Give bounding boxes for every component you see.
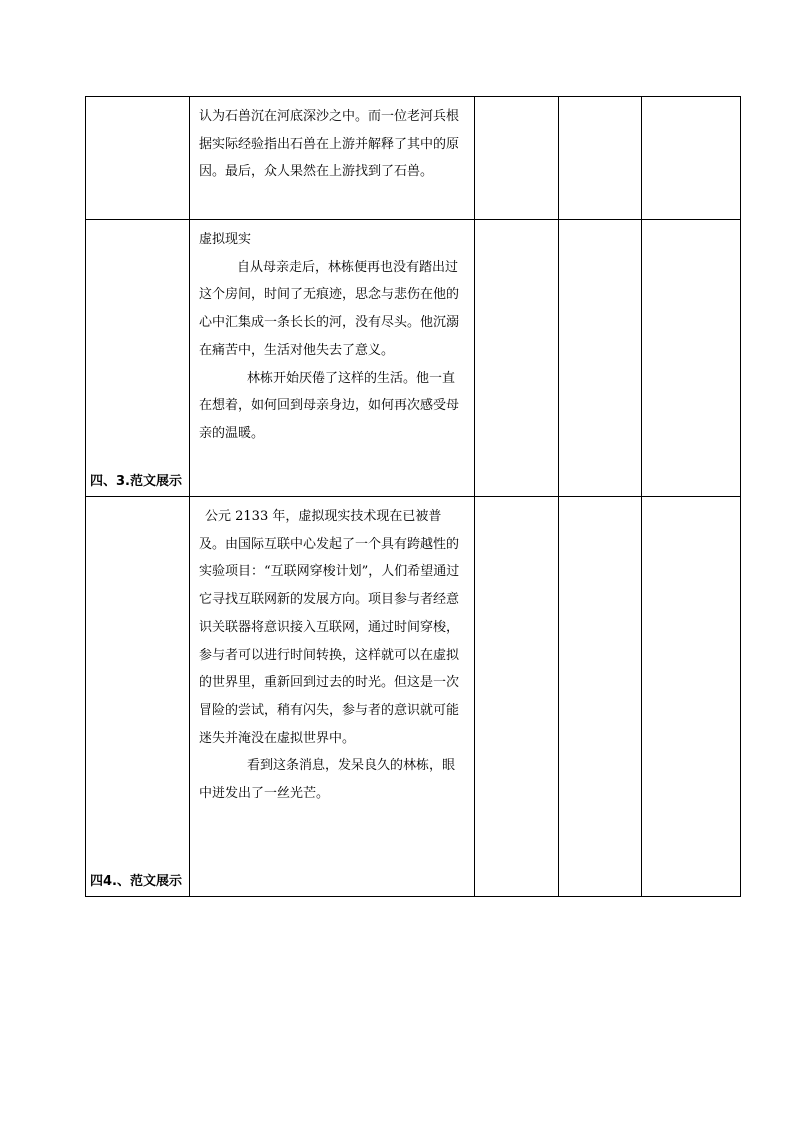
row-content (190, 220, 475, 497)
empty-cell (559, 220, 642, 497)
lesson-table (85, 96, 741, 897)
empty-cell (559, 497, 642, 897)
table-row (86, 97, 741, 220)
table-row (86, 497, 741, 897)
row-label: 四4.、范文展示 (86, 497, 190, 897)
essay-title: 虚拟现实 (199, 232, 252, 247)
empty-cell (642, 220, 741, 497)
paragraph: 看到这条消息，发呆良久的林栋，眼中迸发出了一丝光芒。 (199, 758, 456, 802)
paragraph: 自从母亲走后，林栋便再也没有踏出过这个房间，时间了无痕迹，思念与悲伤在他的心中汇集成一条长长的河，没有尽头。他沉溺在痛苦中，生活对他失去了意义。 (199, 259, 460, 358)
empty-cell (642, 497, 741, 897)
empty-cell (559, 97, 642, 220)
row-label: 四、3.范文展示 (86, 220, 190, 497)
paragraph: 认为石兽沉在河底深沙之中。而一位老河兵根据实际经验指出石兽在上游并解释了其中的原因。最后，众人果然在上游找到了石兽。 (199, 109, 460, 180)
empty-cell (475, 497, 559, 897)
paragraph: 公元 2133 年，虚拟现实技术现在已被普及。由国际互联中心发起了一个具有跨越性的实验项目：“互联网穿梭计划”，人们希望通过它寻找互联网新的发展方向。项目参与者经意识关联器将意识接入互联网，通过时间穿梭，参与者可以进行时间转换，这样就可以在虚拟的世界里，重新回到过去的时光。但这是一次冒险的尝试，稍有闪失，参与者的意识就可能迷失并淹没在虚拟世界中。 (199, 509, 460, 746)
row-content (190, 497, 475, 897)
empty-cell (475, 220, 559, 497)
paragraph: 林栋开始厌倦了这样的生活。他一直在想着，如何回到母亲身边，如何再次感受母亲的温暖。 (199, 370, 460, 441)
row-label (86, 97, 190, 220)
row-content (190, 97, 475, 220)
empty-cell (475, 97, 559, 220)
table-row (86, 220, 741, 497)
empty-cell (642, 97, 741, 220)
